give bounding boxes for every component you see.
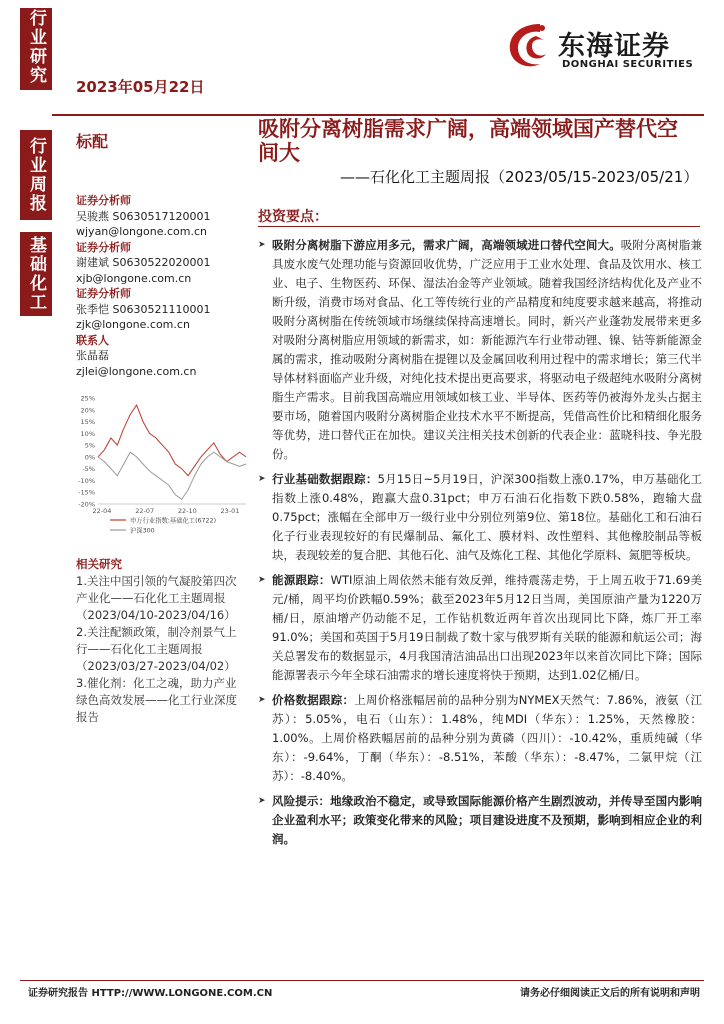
footer-rule xyxy=(20,980,704,981)
side-tab-basic-chemicals: 基础化工 xyxy=(20,232,52,316)
series-line-hs300 xyxy=(98,452,246,499)
bullet-lead: 吸附分离树脂下游应用多元，需求广阔，高端领域进口替代空间大。 xyxy=(272,238,621,252)
bullet-arrow-icon: ➤ xyxy=(258,796,266,806)
bullet-item xyxy=(258,571,702,685)
x-tick-label: 23-01 xyxy=(220,507,240,515)
bullet-text: WTI原油上周依然未能有效反弹，维持震荡走势，于上周五收于71.69美元/桶，周平均价跌幅0.59%；截至2023年5月12日当周，美国原油产量为1220万桶/日，原油增产仍动能不足，工作钻机数近两年首次出现同比下降，炼厂开工率91.0%；美国和英国于5月19日制裁了数十家与俄罗斯有关联的能源和航运公司；海关总署发布的数据显示，4月我国清洁油品出口出现2023年以来首次同比下降；国际能源署表示今年全球石油需求的增长速度将快于预期，达到1.02亿桶/日。 xyxy=(272,573,702,682)
bullet-item xyxy=(258,792,702,849)
bullet-arrow-icon: ➤ xyxy=(258,474,266,484)
y-tick-label: 25% xyxy=(80,394,95,403)
x-tick-label: 22-10 xyxy=(177,507,197,515)
dragon-logo-icon xyxy=(500,16,556,76)
rating: 标配 xyxy=(76,132,109,151)
bullet-text: 5月15日~5月19日，沪深300指数上涨0.17%，申万基础化工指数上涨0.48%，跑赢大盘0.31pct；申万石油石化指数下跌0.58%，跑输大盘0.75pct；涨幅在全部申万一级行业中分别位列第9位、第18位。基础化工和石油石化子行业表现较好的有民爆制品、氟化工、膜材料、改性塑料、其他橡胶制品等板块，表现较差的复合肥、其他石化、油气及炼化工程、其他化学原料、氮肥等板块。 xyxy=(272,472,702,562)
y-tick-label: 10% xyxy=(80,429,95,438)
analyst-name: 张季恺 S0630521110001 xyxy=(76,302,211,316)
related-item: 2.关注配额政策，制冷剂景气上行——石化化工主题周报（2023/03/27-2023/04/02） xyxy=(76,625,237,673)
analyst-entry xyxy=(76,286,246,333)
key-points-rule xyxy=(258,226,700,227)
logo-english-name: DONGHAI SECURITIES xyxy=(562,59,694,70)
y-tick-label: 0% xyxy=(84,453,95,462)
contact-role: 联系人 xyxy=(76,333,109,347)
related-item: 1.关注中国引领的气凝胶第四次产业化——石化化工主题周报（2023/04/10-2023/04/16） xyxy=(76,574,237,622)
bullet-arrow-icon: ➤ xyxy=(258,240,266,250)
x-tick-label: 22-07 xyxy=(135,507,155,515)
legend-label: 沪深300 xyxy=(130,527,155,535)
bullet-item xyxy=(258,236,702,464)
footer-website: 证券研究报告 HTTP://WWW.LONGONE.COM.CN xyxy=(28,988,273,999)
bullet-lead: 风险提示：地缘政治不稳定，或导致国际能源价格产生剧烈波动，并传导至国内影响企业盈利水平；政策变化带来的风险；项目建设进度不及预期，影响到相应企业的利润。 xyxy=(272,794,702,846)
analyst-name: 吴骏燕 S0630517120001 xyxy=(76,209,211,223)
side-rule xyxy=(20,86,52,90)
analyst-name: 谢建斌 S0630522020001 xyxy=(76,256,211,269)
bullet-text: 上周价格涨幅居前的品种分别为NYMEX天然气：7.86%，液氨（江苏）：5.05%，电石（山东）：1.48%，纯MDI（华东）：1.25%，天然橡胶：1.00%。上周价格跌幅居前的品种分别为黄磷（四川）：-10.42%，重质纯碱（华东）：-9.64%，丁酮（华东）：-8.51%，苯酸（华东）：-8.47%，二氯甲烷（江苏）：-8.40%。 xyxy=(272,693,703,783)
y-tick-label: 20% xyxy=(80,406,95,415)
analyst-email: xjb@longone.com.cn xyxy=(76,271,192,285)
y-tick-label: -10% xyxy=(78,476,95,485)
analyst-role: 证券分析师 xyxy=(76,240,131,254)
bullet-arrow-icon: ➤ xyxy=(258,695,266,705)
analyst-entry xyxy=(76,240,246,287)
analyst-entry xyxy=(76,333,246,380)
bullet-lead: 价格数据跟踪： xyxy=(272,693,355,707)
report-subtitle: ——石化化工主题周报（2023/05/15-2023/05/21） xyxy=(340,168,699,186)
legend-label: 申万行业指数:基础化工(6722) xyxy=(130,517,217,525)
x-tick-label: 22-04 xyxy=(92,507,112,515)
analyst-email: zjk@longone.com.cn xyxy=(76,318,190,331)
related-title: 相关研究 xyxy=(76,557,122,571)
analyst-entry xyxy=(76,193,246,240)
related-item: 3.催化剂：化工之魂，助力产业绿色高效发展——化工行业深度报告 xyxy=(76,676,237,724)
bullet-lead: 行业基础数据跟踪： xyxy=(272,472,378,486)
key-points-title: 投资要点： xyxy=(258,209,328,225)
header-rule xyxy=(52,114,704,116)
bullet-text: 吸附分离树脂兼具废水废气处理功能与资源回收优势，广泛应用于工业水处理、食品及饮用水、核工业、电子、生物医药、环保、湿法冶金等产业领域。随着我国经济结构优化及产业不断升级，消费市场对食品、化工等传统行业的产品精度和纯度要求越来越高，将推动吸附分离树脂在传统领域市场继续保持高速增长。同时，新兴产业蓬勃发展带来更多对吸附分离树脂应用领域的新需求，如：新能源汽车行业带动锂、镍、钴等新能源金属的需求，推动吸附分离树脂在提锂以及金属回收利用过程中的需求增长；第三代半导体材料面临产业升级，对纯化技术提出更高要求，将驱动电子级超纯水吸附分离树脂生产需求。目前我国高端应用领域如核工业、半导体、医药等仍被海外龙头占据主要市场，随着国内吸附分离树脂企业技术水平不断提高，凭借高性价比和精细化服务等优势，进口替代正在加快。建议关注相关技术创新的代表企业：蓝晓科技、争光股份。 xyxy=(272,238,702,461)
report-date: 2023年05月22日 xyxy=(76,78,205,96)
bullet-lead: 能源跟踪： xyxy=(272,573,331,587)
side-tab-industry-research: 行业研究 xyxy=(20,8,52,86)
contact-email: zjlei@longone.com.cn xyxy=(76,364,197,378)
y-tick-label: 15% xyxy=(80,418,95,427)
side-tab-weekly-report: 行业周报 xyxy=(20,130,52,220)
y-tick-label: -20% xyxy=(78,500,95,509)
company-logo xyxy=(500,16,710,76)
analyst-role: 证券分析师 xyxy=(76,287,131,300)
contact-name: 张晶磊 xyxy=(76,349,109,362)
y-tick-label: -5% xyxy=(82,465,95,474)
analyst-list xyxy=(76,193,246,379)
report-title: 吸附分离树脂需求广阔，高端领域国产替代空间大 xyxy=(258,117,678,165)
series-line-industry xyxy=(98,405,246,476)
related-research xyxy=(76,556,241,726)
y-tick-label: 5% xyxy=(84,441,95,450)
bullet-arrow-icon: ➤ xyxy=(258,575,266,585)
bullet-item xyxy=(258,691,702,786)
key-points-list xyxy=(258,236,702,855)
analyst-email: wjyan@longone.com.cn xyxy=(76,225,207,238)
logo-chinese-name: 东海证券 xyxy=(558,31,670,62)
bullet-item xyxy=(258,470,702,565)
footer-disclaimer: 请务必仔细阅读正文后的所有说明和声明 xyxy=(520,988,700,999)
analyst-role: 证券分析师 xyxy=(76,194,131,207)
performance-chart xyxy=(70,392,250,542)
y-tick-label: -15% xyxy=(78,488,95,497)
